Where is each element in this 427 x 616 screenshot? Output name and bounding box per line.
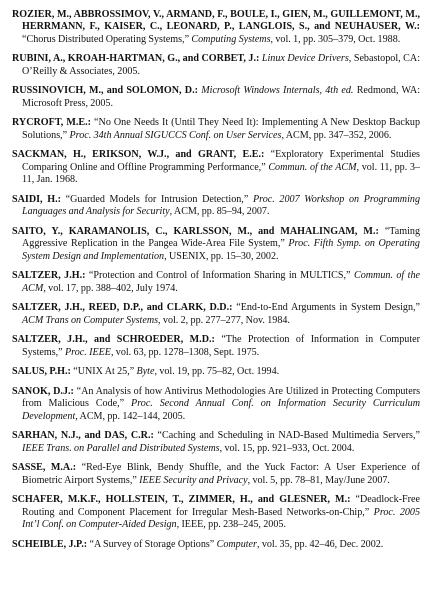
reference-entry: [12, 334, 420, 359]
reference-venue: Commun. of the ACM: [268, 161, 357, 173]
reference-venue: Proc. Fifth Symp. on Operating System Design and Implementation: [22, 238, 420, 262]
reference-text: , ACM, pp. 142–144, 2005.: [75, 410, 186, 422]
reference-authors: ROZIER, M., ABBROSSIMOV, V., ARMAND, F., BOULE, I., GIEN, M., GUILLEMONT, M., HERRMANN, F., KAISER, C., LEONARD, P., LANGLOIS, S., and NEUHAUSER, W.:: [12, 9, 420, 33]
reference-text: , ACM, pp. 85–94, 2007.: [169, 206, 270, 218]
reference-authors: SANOK, D.J.:: [12, 385, 74, 397]
reference-text: “No One Needs It (Until They Need It): Implementing A New Desktop Backup Solutions,”: [22, 117, 420, 141]
reference-authors: SAIDI, H.:: [12, 193, 61, 205]
reference-entry: [12, 270, 420, 295]
reference-text: , vol. 11, pp. 3–11, Jan. 1968.: [22, 161, 420, 186]
reference-entry: [12, 9, 420, 46]
reference-authors: SCHEIBLE, J.P.:: [12, 538, 88, 550]
reference-text: “Caching and Scheduling in NAD-Based Multimedia Servers,”: [153, 430, 420, 442]
reference-authors: SACKMAN, H., ERIKSON, W.J., and GRANT, E.E.:: [12, 149, 265, 161]
reference-text: “Protection and Control of Information Sharing in MULTICS,”: [85, 270, 354, 282]
reference-text: “An Analysis of how Antivirus Methodologies Are Utilized in Protecting Computers from Malicious Code,”: [22, 385, 420, 410]
reference-text: , vol. 1, pp. 305–379, Oct. 1988.: [270, 33, 401, 45]
reference-venue: Proc. 34th Annual SIGUCCS Conf. on User Services: [69, 129, 282, 141]
reference-entry: [12, 386, 420, 423]
reference-text: , Sebastopol, CA: O’Reilly & Associates, 2005.: [22, 53, 421, 77]
reference-venue: Byte: [136, 366, 155, 378]
reference-authors: SALUS, P.H.:: [12, 366, 71, 378]
reference-authors: SASSE, M.A.:: [12, 462, 77, 474]
reference-text: “A Survey of Storage Options”: [87, 538, 217, 550]
reference-venue: ACM Trans on Computer Systems: [22, 314, 159, 326]
reference-entry: [12, 226, 420, 263]
reference-list: [12, 9, 420, 558]
reference-entry: [12, 462, 420, 487]
reference-entry: [12, 494, 420, 531]
reference-text: “Exploratory Experimental Studies Comparing Online and Offline Programming Performance,”: [22, 149, 420, 173]
reference-entry: [12, 194, 420, 219]
reference-venue: Proc. IEEE: [64, 346, 111, 358]
reference-text: “Guarded Models for Intrusion Detection,”: [60, 193, 253, 205]
reference-text: , ACM, pp. 347–352, 2006.: [281, 129, 392, 141]
reference-text: , vol. 35, pp. 42–46, Dec. 2002.: [256, 538, 384, 550]
reference-authors: SARHAN, N.J., and DAS, C.R.:: [12, 430, 154, 442]
reference-venue: Proc. 2007 Workshop on Programming Languages and Analysis for Security: [22, 193, 420, 218]
reference-venue: Computing Systems: [191, 33, 271, 45]
reference-authors: RUBINI, A., KROAH-HARTMAN, G., and CORBET, J.:: [12, 53, 260, 65]
reference-text: “End-to-End Arguments in System Design,”: [232, 302, 421, 314]
reference-text: “UNIX At 25,”: [70, 366, 137, 378]
reference-text: “Deadlock-Free Routing and Component Placement for Irregular Mesh-Based Networks-on-Chip,”: [22, 494, 420, 518]
reference-text: “Red-Eye Blink, Bendy Shuffle, and the Yuck Factor: A User Experience of Biometric Airport Systems,”: [22, 462, 420, 486]
reference-text: “The Protection of Information in Computer Systems,”: [22, 334, 420, 358]
reference-venue: Commun. of the ACM: [22, 270, 420, 294]
reference-venue: IEEE Security and Privacy: [139, 474, 248, 486]
reference-authors: SAITO, Y., KARAMANOLIS, C., KARLSSON, M., and MAHALINGAM, M.:: [12, 225, 379, 237]
reference-entry: [12, 366, 420, 378]
reference-entry: [12, 302, 420, 327]
reference-authors: RYCROFT, M.E.:: [12, 117, 92, 129]
reference-text: , vol. 5, pp. 78–81, May/June 2007.: [247, 474, 390, 486]
reference-entry: [12, 430, 420, 455]
reference-authors: SCHAFER, M.K.F., HOLLSTEIN, T., ZIMMER, H., and GLESNER, M.:: [12, 494, 351, 506]
reference-authors: SALTZER, J.H., REED, D.P., and CLARK, D.D.:: [12, 302, 233, 314]
reference-entry: [12, 85, 420, 110]
reference-venue: Microsoft Windows Internals, 4th ed.: [201, 85, 354, 97]
reference-authors: SALTZER, J.H., and SCHROEDER, M.D.:: [12, 334, 215, 346]
reference-text: , vol. 19, pp. 75–82, Oct. 1994.: [154, 366, 280, 378]
reference-text: Redmond, WA: Microsoft Press, 2005.: [22, 85, 421, 109]
reference-text: , vol. 17, pp. 388–402, July 1974.: [43, 282, 178, 294]
reference-authors: RUSSINOVICH, M., and SOLOMON, D.:: [12, 85, 198, 97]
reference-text: “Taming Aggressive Replication in the Pangea Wide-Area File System,”: [22, 225, 420, 250]
reference-venue: Proc. Second Annual Conf. on Information Security Curriculum Development: [22, 398, 420, 422]
reference-entry: [12, 539, 420, 551]
reference-venue: Computer: [216, 538, 257, 550]
reference-entry: [12, 117, 420, 142]
reference-text: , USENIX, pp. 15–30, 2002.: [164, 250, 279, 262]
reference-text: , vol. 15, pp. 921–933, Oct. 2004.: [219, 442, 355, 454]
reference-text: , vol. 63, pp. 1278–1308, Sept. 1975.: [110, 346, 260, 358]
reference-text: , vol. 2, pp. 277–277, Nov. 1984.: [158, 314, 290, 326]
reference-venue: Proc. 2005 Int’l Conf. on Computer-Aided Design: [22, 506, 421, 531]
reference-text: , IEEE, pp. 238–245, 2005.: [176, 519, 286, 531]
reference-authors: SALTZER, J.H.:: [12, 270, 86, 282]
reference-entry: [12, 149, 420, 186]
reference-text: “Chorus Distributed Operating Systems,”: [22, 33, 192, 45]
reference-venue: Linux Device Drivers: [261, 53, 349, 65]
reference-entry: [12, 53, 420, 78]
reference-venue: IEEE Trans. on Parallel and Distributed Systems: [22, 442, 220, 454]
